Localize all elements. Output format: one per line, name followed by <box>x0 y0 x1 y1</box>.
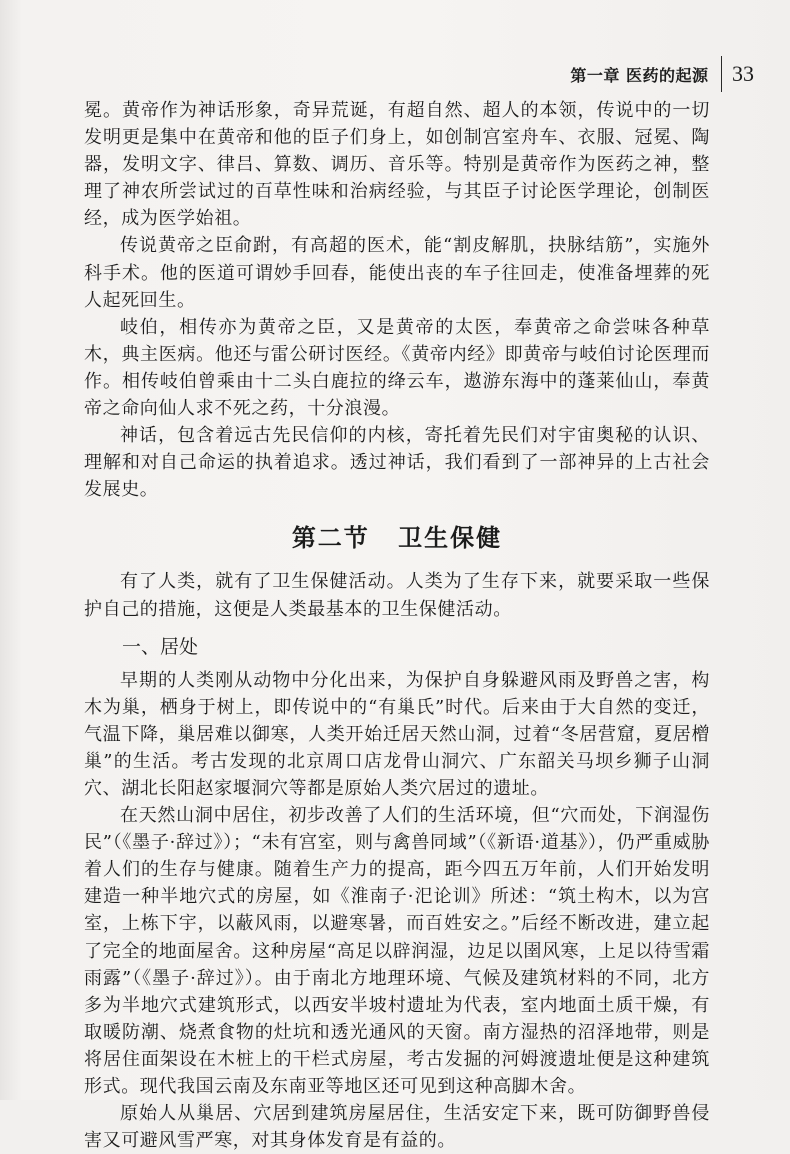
paragraph: 传说黄帝之臣俞跗，有高超的医术，能“割皮解肌，抉脉结筋”，实施外科手术。他的医道可谓妙手回春，能使出丧的车子往回走，使准备埋葬的死人起死回生。 <box>84 235 710 311</box>
page-number: 33 <box>732 61 754 86</box>
section-intro: 有了人类，就有了卫生保健活动。人类为了生存下来，就要采取一些保护自己的措施，这便是人类最基本的卫生保健活动。 <box>84 571 710 620</box>
section-heading: 第二节 卫生保健 <box>291 524 503 553</box>
body-text <box>84 97 710 1154</box>
chapter-title: 第一章 医药的起源 <box>570 65 709 85</box>
paragraph: 神话，包含着远古先民信仰的内核，寄托着先民们对宇宙奥秘的认识、理解和对自己命运的执着追求。透过神话，我们看到了一部神异的上古社会发展史。 <box>84 425 710 501</box>
subsection-heading: 一、居处 <box>122 635 199 658</box>
paragraph: 早期的人类刚从动物中分化出来，为保护自身躲避风雨及野兽之害，构木为巢，栖身于树上，即传说中的“有巢氏”时代。后来由于大自然的变迁，气温下降，巢居难以御寒，人类开始迁居天然山洞，过着“冬居营窟，夏居橧巢”的生活。考古发现的北京周口店龙骨山洞穴、广东韶关马坝乡狮子山洞穴、湖北长阳赵家堰洞穴等都是原始人类穴居过的遗址。 <box>84 669 710 799</box>
paragraph: 原始人从巢居、穴居到建筑房屋居住，生活安定下来，既可防御野兽侵害又可避风雪严寒，对其身体发育是有益的。 <box>84 1103 710 1152</box>
running-header <box>570 56 754 92</box>
paragraph-continued: 冕。黄帝作为神话形象，奇异荒诞，有超自然、超人的本领，传说中的一切发明更是集中在黄帝和他的臣子们身上，如创制宫室舟车、衣服、冠冕、陶器，发明文字、律吕、算数、调历、音乐等。特别是黄帝作为医药之神，整理了神农所尝试过的百草性味和治病经验，与其臣子讨论医学理论，创制医经，成为医学始祖。 <box>84 100 710 230</box>
paragraph: 在天然山洞中居住，初步改善了人们的生活环境，但“穴而处，下润湿伤民”（《墨子·辞过》）；“未有宫室，则与禽兽同域”（《新语·道基》），仍严重威胁着人们的生存与健康。随着生产力的提高，距今四五万年前，人们开始发明建造一种半地穴式的房屋，如《淮南子·汜论训》所述：“筑土构木，以为宫室，上栋下宇，以蔽风雨，以避寒暑，而百姓安之。”后经不断改进，建立起了完全的地面屋舍。这种房屋“高足以辟润湿，边足以圉风寒，上足以待雪霜雨露”（《墨子·辞过》）。由于南北方地理环境、气候及建筑材料的不同，北方多为半地穴式建筑形式，以西安半坡村遗址为代表，室内地面土质干燥，有取暖防潮、烧煮食物的灶坑和透光通风的天窗。南方湿热的沼泽地带，则是将居住面架设在木桩上的干栏式房屋，考古发掘的河姆渡遗址便是这种建筑形式。现代我国云南及东南亚等地区还可见到这种高脚木舍。 <box>84 805 710 1097</box>
paragraph: 岐伯，相传亦为黄帝之臣，又是黄帝的太医，奉黄帝之命尝味各种草木，典主医病。他还与雷公研讨医经。《黄帝内经》即黄帝与岐伯讨论医理而作。相传岐伯曾乘由十二头白鹿拉的绛云车，遨游东海中的蓬莱仙山，奉黄帝之命向仙人求不死之药，十分浪漫。 <box>84 316 710 420</box>
